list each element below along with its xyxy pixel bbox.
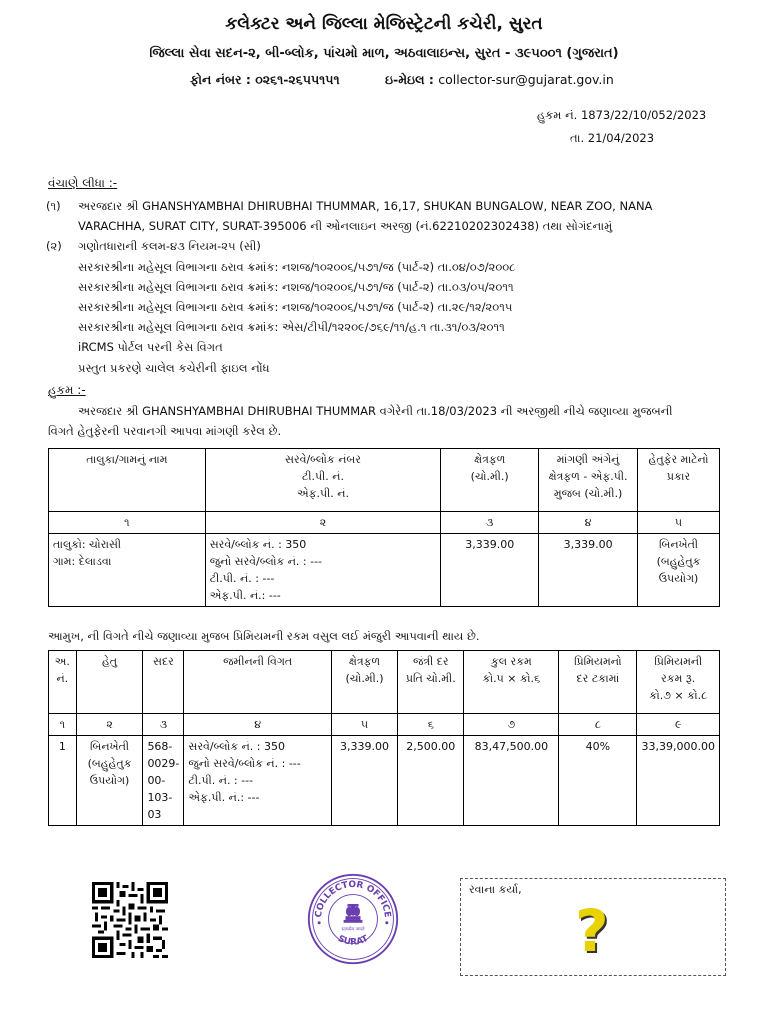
survey-cell: સરવે/બ્લોક નં. : 350 જુનો સરવે/બ્લોક નં. : --- ટી.પી. નં. : --- એફ.પી. નં.: --- — [205, 534, 441, 607]
table-header-cell: ક્ષેત્રફળ (ચો.મી.) — [441, 449, 539, 512]
read-item-line: iRCMS પોર્ટલ પરની કેસ વિગત — [78, 340, 223, 354]
read-heading: વંચાણે લીધા :- — [48, 176, 118, 190]
table-header-cell: હેતુફેર માટેનો પ્રકાર — [638, 449, 720, 512]
table-index-cell: ૩ — [441, 512, 539, 534]
table-index-cell: ૧ — [49, 512, 206, 534]
svg-text:COLLECTOR OFFICE: COLLECTOR OFFICE — [313, 879, 393, 919]
table-index-row — [49, 714, 720, 736]
table-index-cell: ૯ — [637, 714, 720, 736]
qr-code-icon — [92, 882, 168, 958]
office-title: કલેક્ટર અને જિલ્લા મેજિસ્ટ્રેટની કચેરી, સુરત — [225, 14, 543, 34]
order-date: તા. 21/04/2023 — [570, 131, 655, 145]
table-header-cell: માંગણી અંગેનું ક્ષેત્રફળ - એફ.પી. મુજબ (ચો.મી.) — [539, 449, 638, 512]
table-index-cell: ૫ — [638, 512, 720, 534]
sent-label: રવાના કર્યા, — [469, 883, 522, 896]
order-paragraph-line: વિગતે હેતુફેરની પરવાનગી આપવા માંગણી કરેલ છે. — [48, 424, 282, 438]
total-cell: 83,47,500.00 — [464, 736, 559, 826]
rate-cell: 2,500.00 — [398, 736, 464, 826]
table-index-cell: ૨ — [76, 714, 143, 736]
application-table — [48, 448, 720, 607]
read-item-line: અરજદાર શ્રી GHANSHYAMBHAI DHIRUBHAI THUMMAR, 16,17, SHUKAN BUNGALOW, NEAR ZOO, NANA — [78, 199, 653, 213]
area-cell: 3,339.00 — [441, 534, 539, 607]
village-cell: તાલુકો: ચોરાસી ગામ: દેલાડવા — [49, 534, 206, 607]
read-item-line: સરકારશ્રીના મહેસૂલ વિભાગના ઠરાવ ક્રમાંક: એસ/ટીપી/૧૨૨૦૯/૭૬૯/૧૧/હ.૧ તા.૩૧/૦૩/૨૦૧૧ — [78, 320, 505, 334]
svg-text:सत्यमेव जयते: सत्यमेव जयते — [341, 927, 365, 933]
sadar-cell: 568- 0029- 00- 103- 03 — [143, 736, 184, 826]
order-number: હુકમ નં. 1873/22/10/052/2023 — [537, 108, 707, 122]
table-index-cell: ૬ — [398, 714, 464, 736]
table-header-cell: જમીનની વિગત — [184, 651, 331, 714]
read-item-number: (૧) — [46, 199, 61, 213]
table-header-cell: તાલુકા/ગામનું નામ — [49, 449, 206, 512]
table-index-cell: ૭ — [464, 714, 559, 736]
order-heading: હુકમ :- — [48, 383, 86, 397]
table-header-cell: જંત્રી દર પ્રતિ ચો.મી. — [398, 651, 464, 714]
table-header-cell: સરવે/બ્લોક નંબર ટી.પી. નં. એફ.પી. નં. — [205, 449, 441, 512]
signature-placeholder-icon: ? — [575, 897, 609, 965]
table-header-cell: હેતુ — [76, 651, 143, 714]
table-header-cell: સદર — [143, 651, 184, 714]
table-row — [49, 534, 720, 607]
read-item-line: સરકારશ્રીના મહેસૂલ વિભાગના ઠરાવ ક્રમાંક: નશજ/૧૦૨૦૦૬/૫૭૧/જ (પાર્ટ-૨) તા.૨૯/૧૨/૨૦૧૫ — [78, 300, 513, 314]
read-item-number: (૨) — [46, 239, 62, 253]
read-item-line: સરકારશ્રીના મહેસૂલ વિભાગના ઠરાવ ક્રમાંક: નશજ/૧૦૨૦૦૬/૫૭૧/જ (પાર્ટ-૨) તા.૦૩/૦૫/૨૦૧૧ — [78, 280, 514, 294]
table-header-row — [49, 651, 720, 714]
read-item-line: VARACHHA, SURAT CITY, SURAT-395006 ની ઓનલાઇન અરજી (નં.62210202302438) તથા સોગંદનામું — [78, 219, 613, 233]
land-detail-cell: સરવે/બ્લોક નં. : 350 જુનો સરવે/બ્લોક નં. : --- ટી.પી. નં. : --- એફ.પી. નં.: --- — [184, 736, 331, 826]
table-row — [49, 736, 720, 826]
area-cell: 3,339.00 — [331, 736, 397, 826]
premium-table — [48, 650, 720, 826]
purpose-cell: બિનખેતી (બહુહેતુક ઉપયોગ) — [76, 736, 143, 826]
read-item-line: ગણોતધારાની કલમ-૪૩ નિયમ-૨૫ (સી) — [78, 239, 261, 253]
table-index-cell: ૫ — [331, 714, 397, 736]
order-paragraph-line: અરજદાર શ્રી GHANSHYAMBHAI DHIRUBHAI THUMMAR વગેરેની તા.18/03/2023 ની અરજીથી નીચે જણાવ્યા મુજબની — [78, 404, 673, 418]
table-header-cell: કુલ રકમ કો.૫ × કો.૬ — [464, 651, 559, 714]
table-index-cell: ૮ — [559, 714, 637, 736]
table-index-cell: ૧ — [49, 714, 77, 736]
signature-box — [460, 878, 726, 976]
read-item-line: પ્રસ્તુત પ્રકરણે ચાલેલ કચેરીની ફાઇલ નોંધ — [78, 361, 270, 375]
table-header-cell: પ્રિમિયમનો દર ટકામાં — [559, 651, 637, 714]
email-address[interactable]: collector-sur@gujarat.gov.in — [438, 72, 614, 87]
premium-percent-cell: 40% — [559, 736, 637, 826]
table-index-cell: ૪ — [184, 714, 331, 736]
table-index-cell: ૨ — [205, 512, 441, 534]
premium-amount-cell: 33,39,000.00 — [637, 736, 720, 826]
phone-number: ફોન નંબર : ૦૨૬૧-૨૬૫૫૧૫૧ — [190, 72, 340, 87]
premium-intro-text: આમુખ, ની વિગતે નીચે જણાવ્યા મુજબ પ્રિમિયમની રકમ વસુલ લઈ મંજુરી આપવાની થાય છે. — [48, 629, 480, 643]
collector-office-seal-icon — [306, 872, 400, 966]
email-label: ઇ-મેઇલ : — [385, 72, 439, 87]
table-header-cell: ક્ષેત્રફળ (ચો.મી.) — [331, 651, 397, 714]
table-header-cell: પ્રિમિયમની રકમ રૂ. કો.૭ × કો.૮ — [637, 651, 720, 714]
table-header-row — [49, 449, 720, 512]
table-index-row — [49, 512, 720, 534]
email-line — [385, 72, 614, 88]
table-header-cell: અ. નં. — [49, 651, 77, 714]
read-item-line: સરકારશ્રીના મહેસૂલ વિભાગના ઠરાવ ક્રમાંક: નશજ/૧૦૨૦૦૬/૫૭૧/જ (પાર્ટ-૨) તા.૦૪/૦૭/૨૦૦૮ — [78, 260, 516, 274]
svg-text:SURAT: SURAT — [336, 933, 370, 948]
purpose-cell: બિનખેતી (બહુહેતુક ઉપયોગ) — [638, 534, 720, 607]
demand-area-cell: 3,339.00 — [539, 534, 638, 607]
serial-cell: 1 — [49, 736, 77, 826]
office-address: જિલ્લા સેવા સદન-૨, બી-બ્લોક, પાંચમો માળ, અઠવાલાઇન્સ, સુરત - ૩૯૫૦૦૧ (ગુજરાત) — [149, 46, 619, 61]
table-index-cell: ૪ — [539, 512, 638, 534]
table-index-cell: ૩ — [143, 714, 184, 736]
